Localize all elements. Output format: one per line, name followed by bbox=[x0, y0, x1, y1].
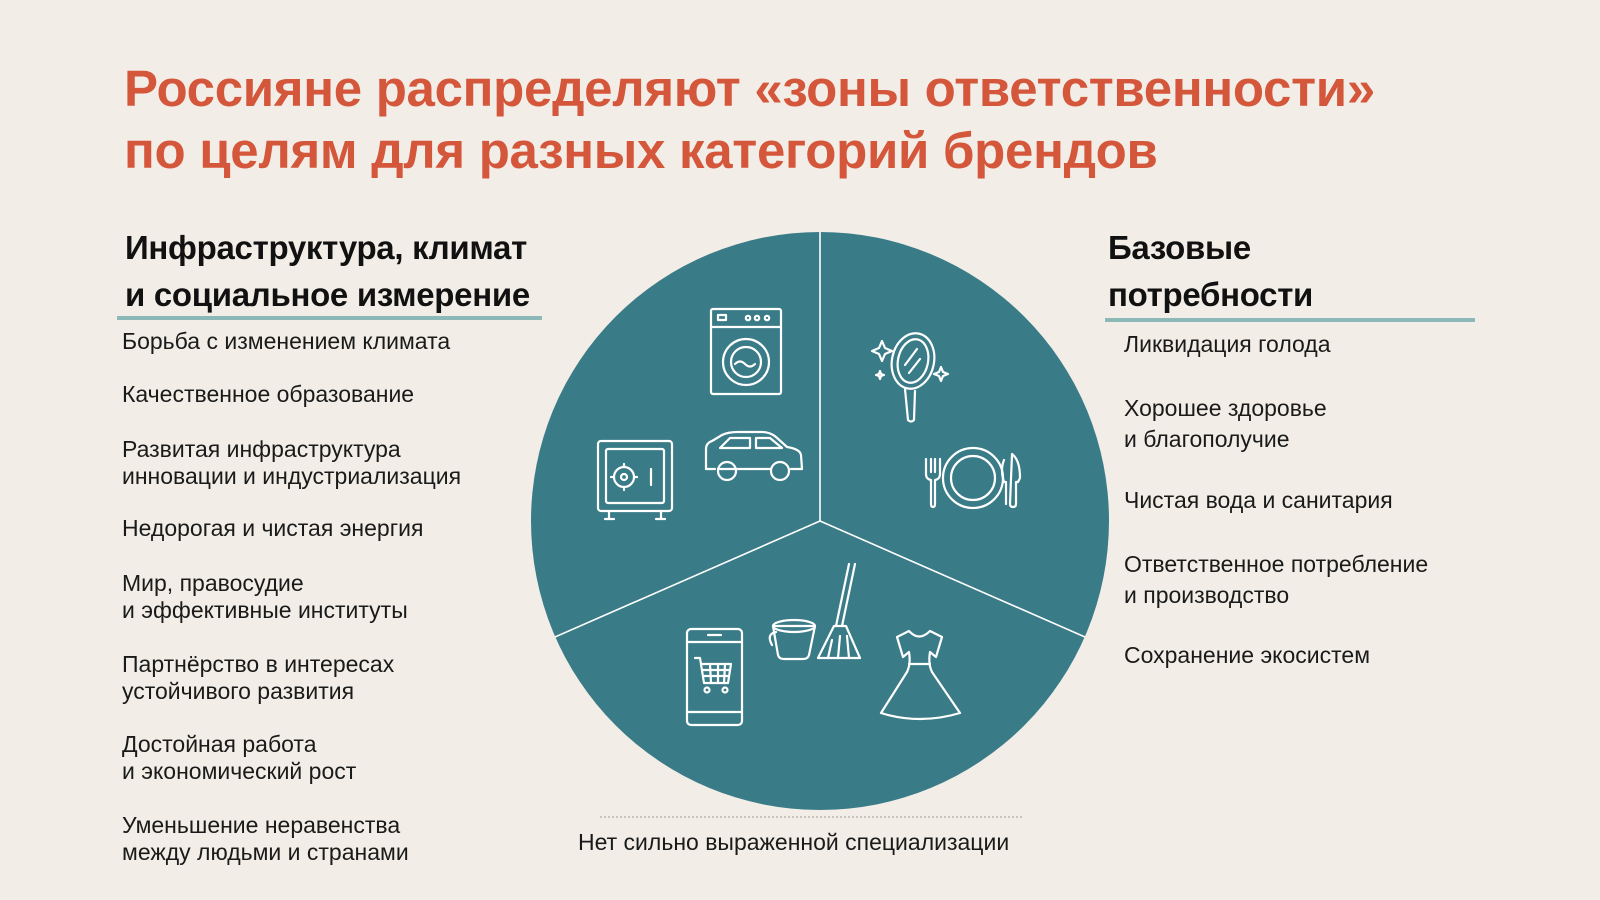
bottom-label-rule bbox=[600, 816, 1022, 818]
page-title-line1: Россияне распределяют «зоны ответственности» bbox=[124, 60, 1375, 117]
goal-line: Развитая инфраструктура bbox=[122, 436, 401, 462]
goal-line: и экономический рост bbox=[122, 758, 357, 784]
goal-line: Партнёрство в интересах bbox=[122, 651, 395, 677]
left-heading-line2: и социальное измерение bbox=[125, 276, 530, 313]
goal-line: Чистая вода и санитария bbox=[1124, 487, 1393, 513]
goal-line: и эффективные институты bbox=[122, 597, 408, 623]
goal-line: Мир, правосудие bbox=[122, 570, 304, 596]
goal-line: и благополучие bbox=[1124, 426, 1290, 452]
right-heading-line2: потребности bbox=[1108, 276, 1314, 313]
goal-line: Сохранение экосистем bbox=[1124, 642, 1371, 668]
goal-line: Достойная работа bbox=[122, 731, 317, 757]
goal-line: инновации и индустриализация bbox=[122, 463, 462, 489]
bottom-group-label: Нет сильно выраженной специализации bbox=[578, 829, 1010, 855]
goal-line: Недорогая и чистая энергия bbox=[122, 515, 424, 541]
goal-line: Хорошее здоровье bbox=[1124, 395, 1327, 421]
goal-line: Борьба с изменением климата bbox=[122, 328, 451, 354]
page-title-line2: по целям для разных категорий брендов bbox=[124, 122, 1158, 179]
goal-line: между людьми и странами bbox=[122, 839, 409, 865]
left-heading-line1: Инфраструктура, климат bbox=[125, 229, 527, 266]
goal-line: Ответственное потребление bbox=[1124, 551, 1429, 577]
right-heading-line1: Базовые bbox=[1108, 229, 1251, 266]
goal-line: Уменьшение неравенства bbox=[122, 812, 401, 838]
goal-line: Качественное образование bbox=[122, 381, 415, 407]
goal-line: и производство bbox=[1124, 582, 1290, 608]
goal-line: устойчивого развития bbox=[122, 678, 355, 704]
goal-line: Ликвидация голода bbox=[1124, 331, 1331, 357]
